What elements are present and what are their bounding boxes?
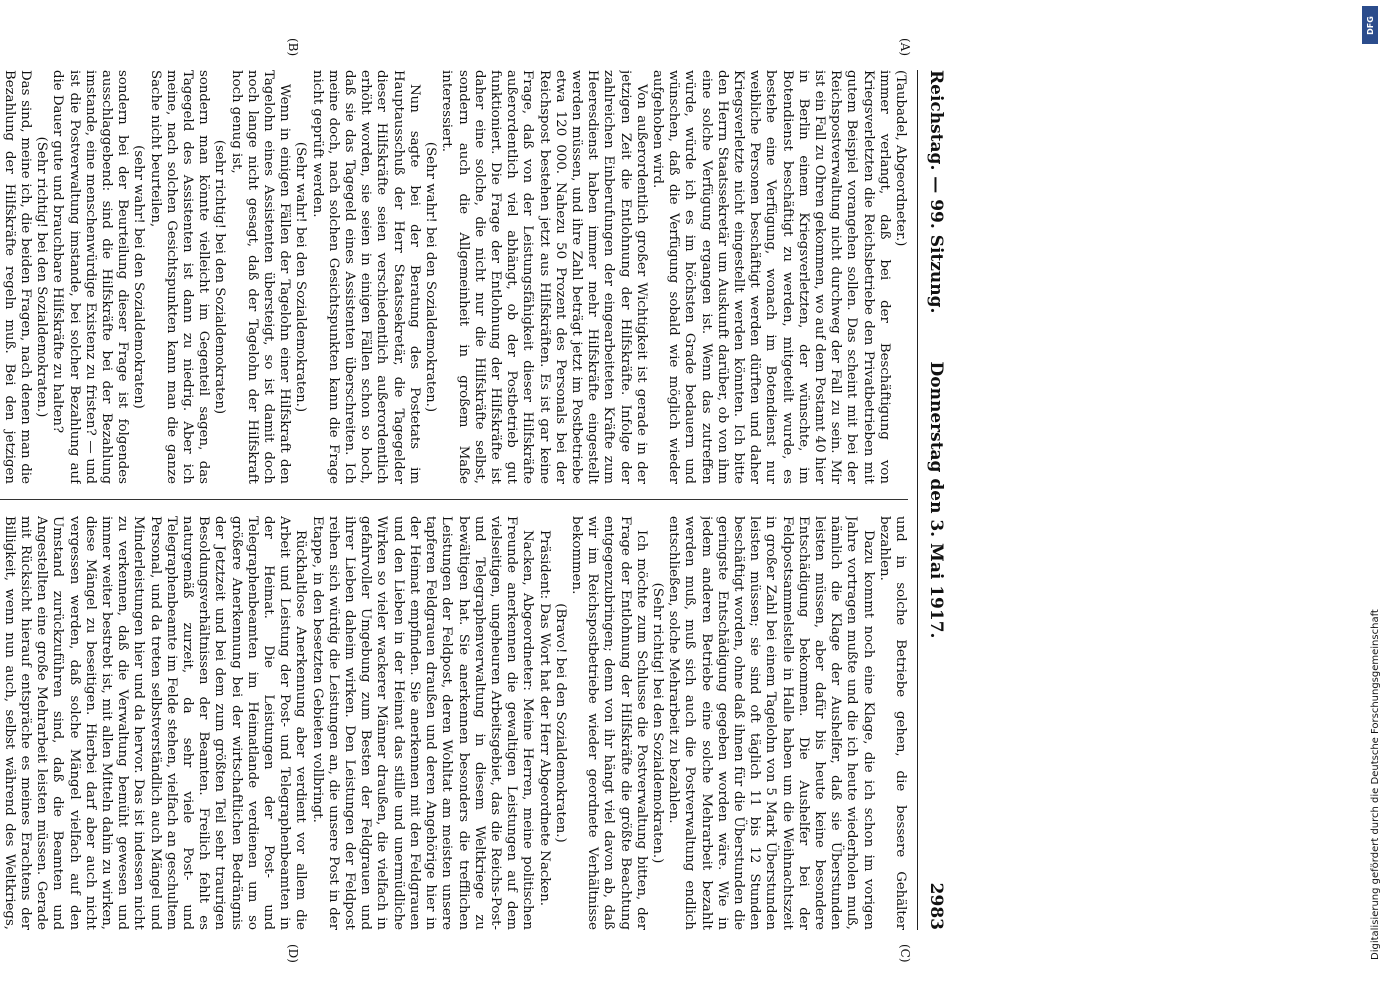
paragraph: (Sehr wahr! bei den Sozialdemokraten.) [423, 141, 439, 413]
paragraph: (sehr richtig! bei den Sozialdemokraten) [212, 139, 228, 415]
paragraph: (Taubadel, Abgeordneter.) [893, 70, 908, 247]
paragraph: (Sehr wahr! bei den Sozialdemokraten.) [293, 141, 309, 413]
page-header [920, 70, 946, 930]
column-divider [0, 499, 908, 500]
side-mark-d: (D) [286, 944, 300, 963]
header-center: Donnerstag den 3. Mai 1917. [926, 361, 946, 639]
paragraph: (Sehr richtig! bei den Sozialdemokraten.) [649, 582, 665, 864]
paragraph: (Bravo! bei den Sozialdemokraten.) [552, 603, 568, 843]
paragraph: Von außerordentlich großer Wichtigkeit ist gerade in der jetzigen Zeit die Entlohnung der Hilfskräfte. Infolge der zahlreichen Einberufungen der eingearbeiteten Kräfte zum Heeresdienst haben immer mehr Hilfskräfte eingestellt werden müssen, und ihre Zahl beträgt jetzt im Postbetriebe etwa 120 000. Nahezu 50 Prozent des Personals bei der Reichspost bestehen jetzt aus Hilfskräften. Es ist gar keine Frage, daß von der Leistungsfähigkeit dieser Hilfskräfte außerordentlich viel abhängt, ob der Postbetrieb gut funktioniert. Die Frage der Entlohnung der Hilfskräfte ist daher eine solche, die nicht nur die Hilfskräfte selbst, sondern auch die Allgemeinheit in großem Maße interessiert. [439, 70, 649, 484]
side-mark-b: (B) [286, 38, 300, 57]
dfg-logo: DFG [1362, 6, 1378, 44]
paragraph: (sehr wahr! bei den Sozialdemokraten) [131, 145, 147, 409]
paragraph: Nacken, Abgeordneter: Meine Herren, meine politischen Freunde anerkennen die gewaltigen Leistungen auf dem vielseitigen, ungeheuren Arbeitsgebiet, das die Reichs-Post- und Telegraphenverwaltung in diesem Weltkriege zu bewältigen hat. Sie anerkennen besonders die trefflichen Leistungen der Feldpost, deren Wohltat am meisten unsere tapferen Feldgrauen draußen und deren Angehörige hier in der Heimat empfinden. Sie anerkennen mit den Feldgrauen und den Lieben in der Heimat das stille und unermüdliche Wirken so vieler wackerer Männer draußen, die vielfach in gefahrvoller Umgebung zum Besten der Feldgrauen und ihrer Lieben daheim wirken. Den Leistungen der Feldpost reihen sich würdig die Leistungen an, die unsere Post in der Etappe, in den besetzten Gebieten vollbringt. [309, 516, 536, 930]
paragraph: Nun sagte bei der Beratung des Postetats im Hauptausschuß der Herr Staatssekretär, die Tagegelder dieser Hilfskräfte seien verschiedentlich außerordentlich erhöht worden, sie seien in einigen Fällen schon so hoch, daß sie das Tagegeld eines Assistenten überschreiten. Ich meine doch, nach solchen Gesichtspunkten kann die Frage nicht geprüft werden. [309, 70, 422, 484]
funding-credit: Digitalisierung gefördert durch die Deutsche Forschungsgemeinschaft [1370, 609, 1381, 960]
header-rule [917, 70, 918, 930]
paragraph: Ich möchte zum Schlusse die Postverwaltung bitten, der Frage der Entlohnung der Hilfskräfte die größte Beachtung entgegenzubringen; denn von ihr hängt viel davon ab, daß wir im Reichspostbetriebe wieder geordnete Verhältnisse bekommen. [568, 516, 649, 930]
header-left: Reichstag. — 99. Sitzung. [926, 70, 946, 314]
paragraph: Rückhaltlose Anerkennung aber verdient vor allem die Arbeit und Leistung der Post- und Telegraphenbeamten in der Heimat. Die Leistungen der Post- und Telegraphenbeamten im Heimatlande verdienen um so größere Anerkennung bei der wirtschaftlichen Bedrängnis der Jetztzeit und bei dem zum größten Teil sehr traurigen Besoldungsverhältnissen der Beamten. Freilich fehlt es naturgemäß zurzeit, da sehr viele Post- und Telegraphenbeamte im Felde stehen, vielfach an geschultem Personal, und da treten selbstverständlich auch Mängel und Minderleistungen hier und da hervor. Das ist indessen nicht zu verkennen, daß die Verwaltung bemüht gewesen und immer weiter bestrebt ist, mit allen Mitteln dahin zu wirken, diese Mängel zu beseitigen. Hierbei darf aber auch nicht vergessen werden, daß solche Mängel vielfach auf den Umstand zurückzuführen sind, daß die Beamten und Angestellten eine große Mehrarbeit leisten müssen. Gerade mit Rücksicht hierauf entspräche es meines Erachtens der Billigkeit, wenn nun auch, selbst während des Weltkriegs, [1, 516, 309, 930]
paragraph: Dazu kommt noch eine Klage, die ich schon im vorigen Jahre vortragen mußte und die ich heute wiederholen muß, nämlich die Klage der Aushelfer, daß sie Überstunden leisten müssen, aber dafür bis heute keine besondere Entschädigung bekommen. Die Aushelfer bei der Feldpostsammelstelle in Halle haben um die Weihnachtszeit in großer Zahl bei einem Tagelohn von 5 Mark Überstunden leisten müssen; sie sind oft täglich 11 bis 12 Stunden beschäftigt worden, ohne daß ihnen für die Überstunden die geringste Entschädigung gegeben worden wäre. Wie in jedem anderen Betriebe eine solche Mehrarbeit bezahlt werden muß, muß sich auch die Postverwaltung endlich entschließen, solche Mehrarbeit zu bezahlen. [666, 516, 876, 930]
side-mark-a: (A) [898, 38, 912, 57]
paragraph: Wenn in einigen Fällen der Tagelohn einer Hilfskraft den Tagelohn eines Assistenten übersteigt, so ist damit doch noch lange nicht gesagt, daß der Tagelohn der Hilfskraft hoch genug ist, [228, 70, 293, 484]
paragraph: Präsident: Das Wort hat der Herr Abgeordnete Nacken. [536, 530, 552, 907]
paragraph: sondern man könnte vielleicht im Gegenteil sagen, das Tagegeld des Assistenten ist dann zu niedrig. Aber ich meine, nach solchen Gesichtspunkten kann man die ganze Sache nicht beurteilen, [147, 70, 212, 484]
paragraph: sondern bei der Beurteilung dieser Frage ist folgendes ausschlaggebend: sind die Hilfskräfte bei der Bezahlung imstande, eine menschenwürdige Existenz zu fristen? — und ist die Postverwaltung imstande, bei solcher Bezahlung auf die Dauer gute und brauchbare Hilfskräfte zu halten? [50, 70, 131, 484]
paragraph: (Sehr richtig! bei den Sozialdemokraten.) [34, 136, 50, 418]
paragraph: und in solche Betriebe gehen, die bessere Gehälter bezahlen. [876, 516, 908, 930]
column-left [0, 70, 908, 484]
side-mark-c: (C) [898, 944, 912, 963]
paragraph: immer verlangt, daß bei der Beschäftigung von Kriegsverletzten die Reichsbetriebe den Privatbetrieben mit gutem Beispiel vorangehen sollen. Das scheint mit bei der Reichspostverwaltung nicht durchweg der Fall zu sein. Mir ist ein Fall zu Ohren gekommen, wo auf dem Postamt 40 hier in Berlin einem Kriegsverletzten, der wünschte, im Botendienst beschäftigt zu werden, mitgeteilt wurde, es bestehe eine Verfügung, wonach im Botendienst nur weibliche Personen beschäftigt werden dürften und daher Kriegsverletzte nicht eingestellt werden könnten. Ich bitte den Herrn Staatssekretär um Auskunft darüber, ob von ihm eine solche Verfügung ergangen ist. Wenn das zutreffen würde, würde ich es im höchsten Grade bedauern und wünschen, daß die Verfügung sobald wie möglich wieder aufgehoben wird. [649, 70, 892, 484]
column-right [0, 516, 908, 930]
page-number: 2983 [926, 882, 946, 930]
paragraph: Das sind, meine ich, die beiden Fragen, nach denen man die Bezahlung der Hilfskräfte regeln muß. Bei den jetzigen [1, 70, 34, 484]
